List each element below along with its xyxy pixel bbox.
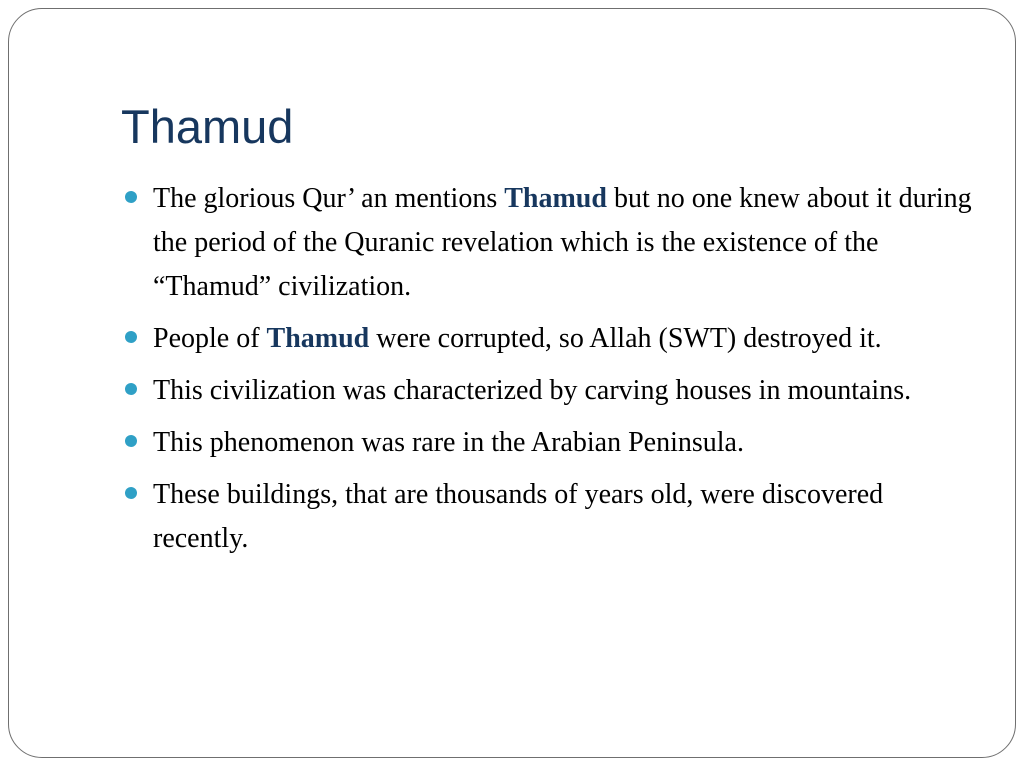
bullet-list bbox=[125, 177, 985, 569]
bullet-text: These buildings, that are thousands of years old, were discovered recently. bbox=[153, 479, 884, 554]
bullet-item bbox=[125, 317, 985, 361]
bullet-text: This phenomenon was rare in the Arabian Peninsula. bbox=[153, 427, 744, 458]
bullet-dot-icon bbox=[125, 383, 137, 395]
bullet-item bbox=[125, 473, 985, 561]
bullet-text: but no one knew about it during the period of the Quranic revelation which is the existence of the “Thamud” civilization. bbox=[153, 183, 972, 302]
highlight-term: Thamud bbox=[266, 323, 370, 354]
bullet-item bbox=[125, 177, 985, 309]
bullet-text: This civilization was characterized by carving houses in mountains. bbox=[153, 375, 912, 406]
bullet-text: were corrupted, so Allah (SWT) destroyed it. bbox=[369, 323, 882, 354]
bullet-item bbox=[125, 369, 985, 413]
bullet-dot-icon bbox=[125, 435, 137, 447]
highlight-term: Thamud bbox=[504, 183, 607, 214]
bullet-dot-icon bbox=[125, 487, 137, 499]
bullet-text: People of bbox=[153, 323, 267, 354]
bullet-text: The glorious Qur’ an mentions bbox=[153, 183, 505, 214]
bullet-dot-icon bbox=[125, 191, 137, 203]
bullet-dot-icon bbox=[125, 331, 137, 343]
slide bbox=[8, 8, 1016, 758]
slide-title: Thamud bbox=[121, 100, 294, 153]
bullet-item bbox=[125, 421, 985, 465]
